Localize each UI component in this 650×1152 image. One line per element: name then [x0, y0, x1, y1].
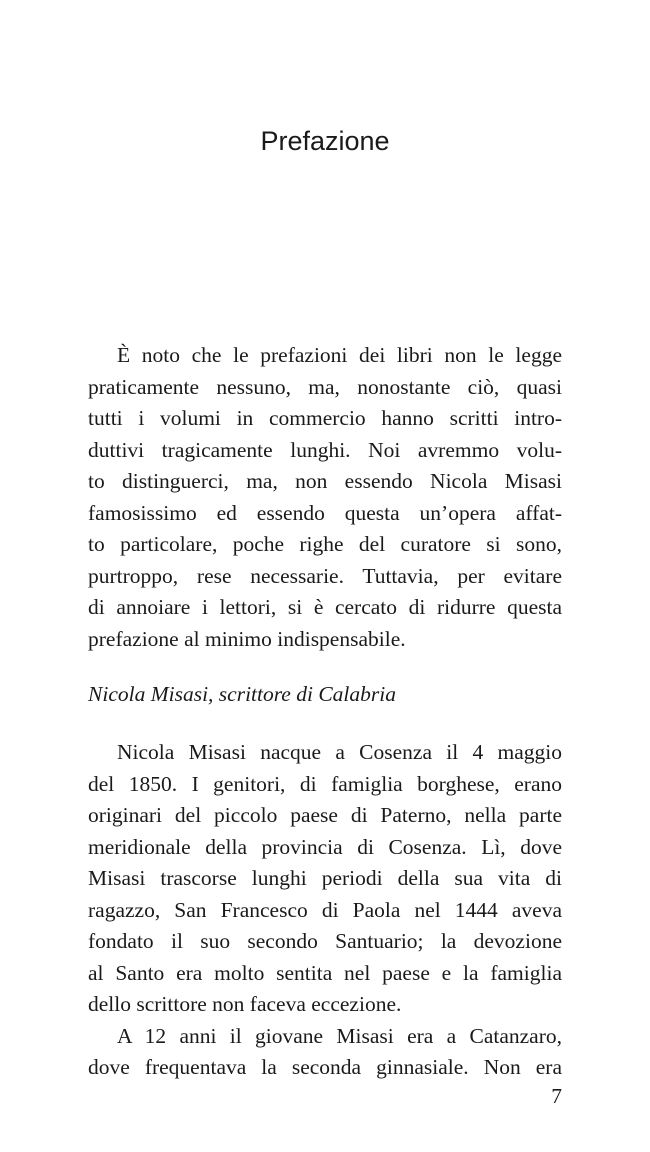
- text-line: tutti i volumi in commercio hanno scritti intro-: [88, 406, 562, 430]
- text-line: dove frequentava la seconda ginnasiale. Non era: [88, 1055, 562, 1079]
- intro-paragraph: [88, 340, 562, 655]
- chapter-title: Prefazione: [260, 126, 390, 156]
- text-line: A 12 anni il giovane Misasi era a Catanzaro,: [117, 1023, 562, 1048]
- text-line: È noto che le prefazioni dei libri non le legge: [117, 343, 562, 367]
- text-line: meridionale della provincia di Cosenza. Lì, dove: [88, 834, 562, 859]
- section-heading: Nicola Misasi, scrittore di Calabria: [88, 682, 396, 706]
- text-line: originari del piccolo paese di Paterno, nella parte: [88, 803, 562, 827]
- text-line: to distinguerci, ma, non essendo Nicola Misasi: [88, 469, 562, 493]
- text-line: di annoiare i lettori, si è cercato di ridurre questa: [88, 595, 562, 619]
- text-line: praticamente nessuno, ma, nonostante ciò, quasi: [88, 374, 562, 399]
- text-line: famosissimo ed essendo questa un’opera affat-: [88, 500, 562, 525]
- text-line: purtroppo, rese necessarie. Tuttavia, per evitare: [88, 563, 562, 588]
- text-line: ragazzo, San Francesco di Paola nel 1444 aveva: [88, 897, 562, 922]
- text-line: fondato il suo secondo Santuario; la devozione: [88, 929, 562, 953]
- biography-text: [88, 737, 562, 1084]
- page-number: 7: [551, 1084, 562, 1108]
- text-line: del 1850. I genitori, di famiglia borghese, erano: [88, 771, 562, 796]
- text-line: to particolare, poche righe del curatore si sono,: [88, 532, 562, 556]
- text-line: duttivi tragicamente lunghi. Noi avremmo volu-: [88, 437, 562, 462]
- text-line: al Santo era molto sentita nel paese e la famiglia: [88, 960, 562, 985]
- text-line: Misasi trascorse lunghi periodi della sua vita di: [88, 866, 562, 890]
- text-line: prefazione al minimo indispensabile.: [88, 626, 406, 651]
- text-line: dello scrittore non faceva eccezione.: [88, 992, 402, 1016]
- text-line: Nicola Misasi nacque a Cosenza il 4 maggio: [117, 740, 562, 764]
